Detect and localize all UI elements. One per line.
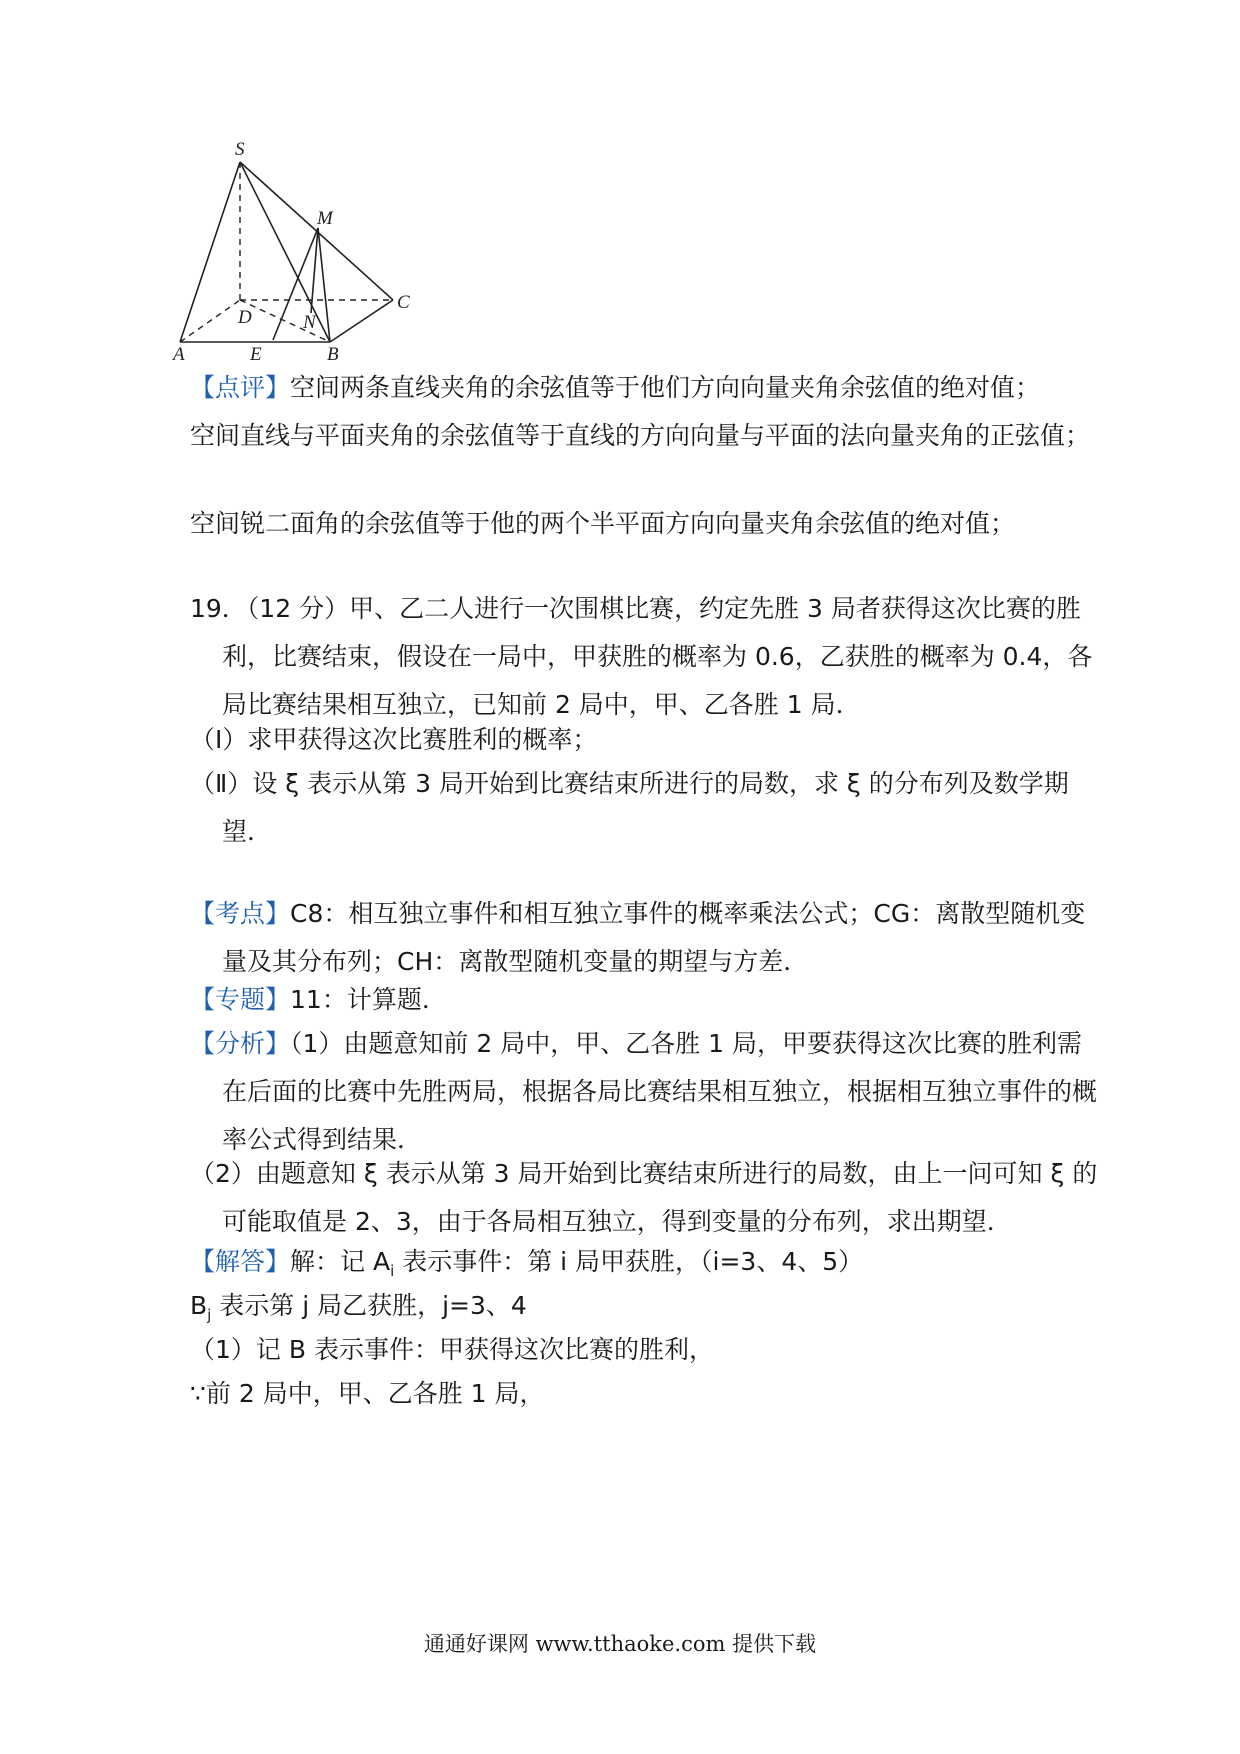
label-e: E	[250, 344, 262, 365]
label-m: M	[317, 208, 333, 229]
label-n: N	[303, 312, 316, 333]
fenxi-part-1: 【分析】（1）由题意知前 2 局中，甲、乙各胜 1 局，甲要获得这次比赛的胜利需在后面的比赛中先胜两局，根据各局比赛结果相互独立，根据相互独立事件的概率公式得到结果．	[190, 1029, 1098, 1154]
jieda-line-3: （1）记 B 表示事件：甲获得这次比赛的胜利，	[190, 1335, 714, 1364]
jieda-tag: 【解答】	[190, 1247, 291, 1276]
edge-bc	[330, 300, 393, 342]
label-b: B	[327, 344, 339, 365]
label-s: S	[235, 139, 245, 160]
zhuanti-section: 【专题】11：计算题．	[190, 985, 447, 1014]
comment-line-2: 空间直线与平面夹角的余弦值等于直线的方向向量与平面的法向量夹角的正弦值；	[190, 421, 1091, 450]
edge-ad-dashed	[180, 300, 240, 342]
fenxi-tag: 【分析】	[190, 1029, 291, 1058]
edge-sa	[180, 162, 240, 342]
question-part-2: （Ⅱ）设 ξ 表示从第 3 局开始到比赛结束所进行的局数，求 ξ 的分布列及数学期望．	[190, 769, 1069, 846]
question-part-1: （Ⅰ）求甲获得这次比赛胜利的概率；	[190, 725, 598, 754]
page-footer: 通通好课网 www.tthaoke.com 提供下载	[423, 1632, 817, 1656]
jieda-line-4: ∵前 2 局中，甲、乙各胜 1 局，	[190, 1379, 545, 1408]
question-stem: 19．（12 分）甲、乙二人进行一次围棋比赛，约定先胜 3 局者获得这次比赛的胜利，比赛结束，假设在一局中，甲获胜的概率为 0.6，乙获胜的概率为 0.4，各局比赛结果相互独立，已知前 2 局中，甲、乙各胜 1 局．	[190, 594, 1093, 719]
kaodian-tag: 【考点】	[190, 899, 291, 928]
label-d: D	[238, 307, 252, 328]
label-c: C	[397, 292, 410, 313]
kaodian-section: 【考点】C8：相互独立事件和相互独立事件的概率乘法公式；CG：离散型随机变量及其分布列；CH：离散型随机变量的期望与方差．	[190, 899, 1086, 976]
comment-tag: 【点评】	[190, 373, 291, 402]
jieda-line-2: $B_j$ 表示第 j 局乙获胜，j=3、4	[190, 1291, 527, 1324]
fenxi-part-2: （2）由题意知 ξ 表示从第 3 局开始到比赛结束所进行的局数，由上一问可知 ξ 的可能取值是 2、3，由于各局相互独立，得到变量的分布列，求出期望．	[190, 1159, 1098, 1236]
edge-db-dashed	[240, 300, 330, 342]
label-a: A	[173, 344, 185, 365]
comment-line-3: 空间锐二面角的余弦值等于他的两个半平面方向向量夹角余弦值的绝对值；	[190, 509, 1016, 538]
zhuanti-tag: 【专题】	[190, 985, 291, 1014]
comment-line-1: 【点评】空间两条直线夹角的余弦值等于他们方向向量夹角余弦值的绝对值；	[190, 373, 1041, 402]
segment-mb	[318, 228, 330, 342]
jieda-line-1: 【解答】解：记 $A_i$ 表示事件：第 i 局甲获胜，（i=3、4、5）	[190, 1247, 864, 1280]
